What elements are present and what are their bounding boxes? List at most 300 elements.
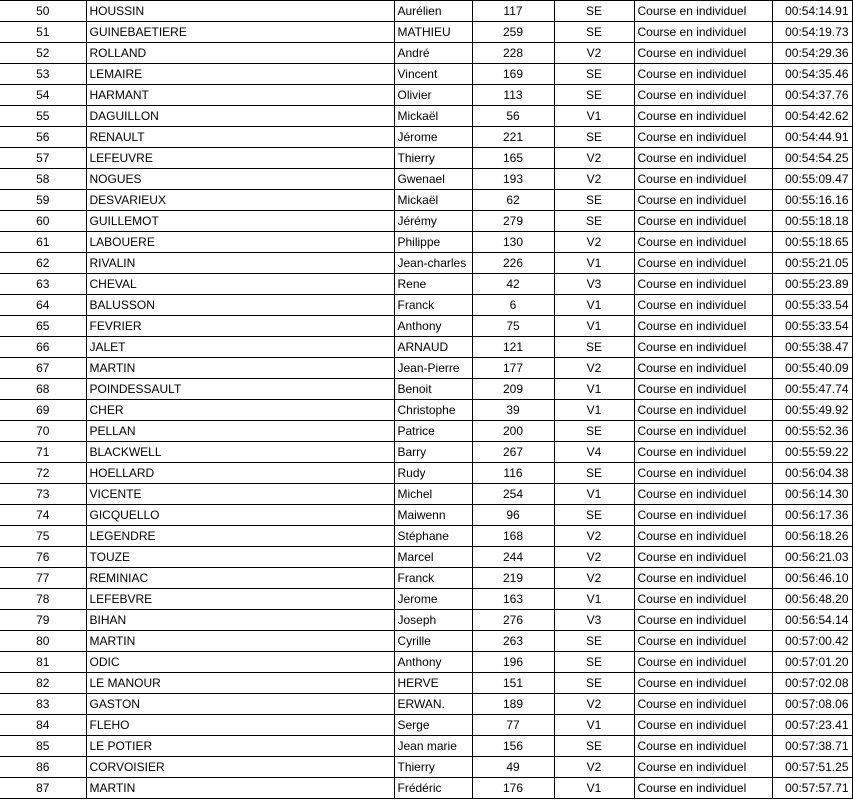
last-name-cell: LABOUERE	[86, 232, 394, 253]
time-cell: 00:56:18.26	[772, 526, 852, 547]
first-name-cell: Jean marie	[394, 736, 472, 757]
course-cell: Course en individuel	[634, 190, 772, 211]
time-cell: 00:57:57.71	[772, 778, 852, 799]
time-cell: 00:55:52.36	[772, 421, 852, 442]
bib-cell: 39	[472, 400, 554, 421]
table-row	[0, 1, 852, 22]
time-cell: 00:54:42.62	[772, 106, 852, 127]
rank-cell: 70	[0, 421, 86, 442]
first-name-cell: Patrice	[394, 421, 472, 442]
table-row	[0, 484, 852, 505]
time-cell: 00:57:01.20	[772, 652, 852, 673]
rank-cell: 61	[0, 232, 86, 253]
rank-cell: 63	[0, 274, 86, 295]
category-cell: V2	[554, 169, 634, 190]
table-row	[0, 85, 852, 106]
last-name-cell: ROLLAND	[86, 43, 394, 64]
course-cell: Course en individuel	[634, 22, 772, 43]
first-name-cell: Barry	[394, 442, 472, 463]
bib-cell: 96	[472, 505, 554, 526]
rank-cell: 84	[0, 715, 86, 736]
last-name-cell: RIVALIN	[86, 253, 394, 274]
category-cell: V1	[554, 379, 634, 400]
category-cell: V1	[554, 778, 634, 799]
rank-cell: 74	[0, 505, 86, 526]
rank-cell: 54	[0, 85, 86, 106]
bib-cell: 279	[472, 211, 554, 232]
rank-cell: 65	[0, 316, 86, 337]
course-cell: Course en individuel	[634, 442, 772, 463]
bib-cell: 62	[472, 190, 554, 211]
last-name-cell: NOGUES	[86, 169, 394, 190]
bib-cell: 226	[472, 253, 554, 274]
course-cell: Course en individuel	[634, 169, 772, 190]
category-cell: SE	[554, 211, 634, 232]
last-name-cell: HARMANT	[86, 85, 394, 106]
category-cell: SE	[554, 421, 634, 442]
bib-cell: 151	[472, 673, 554, 694]
table-row	[0, 463, 852, 484]
bib-cell: 56	[472, 106, 554, 127]
last-name-cell: DESVARIEUX	[86, 190, 394, 211]
last-name-cell: GUINEBAETIERE	[86, 22, 394, 43]
rank-cell: 73	[0, 484, 86, 505]
time-cell: 00:56:21.03	[772, 547, 852, 568]
category-cell: V2	[554, 232, 634, 253]
bib-cell: 130	[472, 232, 554, 253]
last-name-cell: LEFEUVRE	[86, 148, 394, 169]
time-cell: 00:55:16.16	[772, 190, 852, 211]
course-cell: Course en individuel	[634, 316, 772, 337]
last-name-cell: FEVRIER	[86, 316, 394, 337]
rank-cell: 82	[0, 673, 86, 694]
first-name-cell: Gwenael	[394, 169, 472, 190]
time-cell: 00:57:08.06	[772, 694, 852, 715]
time-cell: 00:55:33.54	[772, 316, 852, 337]
course-cell: Course en individuel	[634, 1, 772, 22]
bib-cell: 193	[472, 169, 554, 190]
rank-cell: 55	[0, 106, 86, 127]
category-cell: SE	[554, 631, 634, 652]
time-cell: 00:56:14.30	[772, 484, 852, 505]
course-cell: Course en individuel	[634, 736, 772, 757]
category-cell: V3	[554, 610, 634, 631]
bib-cell: 165	[472, 148, 554, 169]
category-cell: SE	[554, 337, 634, 358]
bib-cell: 116	[472, 463, 554, 484]
first-name-cell: HERVE	[394, 673, 472, 694]
bib-cell: 176	[472, 778, 554, 799]
time-cell: 00:54:54.25	[772, 148, 852, 169]
time-cell: 00:54:37.76	[772, 85, 852, 106]
course-cell: Course en individuel	[634, 295, 772, 316]
table-row	[0, 253, 852, 274]
table-row	[0, 547, 852, 568]
course-cell: Course en individuel	[634, 274, 772, 295]
time-cell: 00:54:44.91	[772, 127, 852, 148]
bib-cell: 113	[472, 85, 554, 106]
first-name-cell: Michel	[394, 484, 472, 505]
rank-cell: 75	[0, 526, 86, 547]
first-name-cell: Anthony	[394, 652, 472, 673]
category-cell: V2	[554, 547, 634, 568]
course-cell: Course en individuel	[634, 778, 772, 799]
rank-cell: 79	[0, 610, 86, 631]
rank-cell: 64	[0, 295, 86, 316]
bib-cell: 228	[472, 43, 554, 64]
time-cell: 00:56:46.10	[772, 568, 852, 589]
first-name-cell: Anthony	[394, 316, 472, 337]
last-name-cell: CHER	[86, 400, 394, 421]
course-cell: Course en individuel	[634, 148, 772, 169]
course-cell: Course en individuel	[634, 589, 772, 610]
table-row	[0, 694, 852, 715]
rank-cell: 81	[0, 652, 86, 673]
first-name-cell: Serge	[394, 715, 472, 736]
table-row	[0, 736, 852, 757]
last-name-cell: TOUZE	[86, 547, 394, 568]
time-cell: 00:54:35.46	[772, 64, 852, 85]
category-cell: V2	[554, 43, 634, 64]
first-name-cell: Frédéric	[394, 778, 472, 799]
table-row	[0, 589, 852, 610]
first-name-cell: Jerome	[394, 589, 472, 610]
first-name-cell: Vincent	[394, 64, 472, 85]
table-row	[0, 127, 852, 148]
last-name-cell: VICENTE	[86, 484, 394, 505]
bib-cell: 267	[472, 442, 554, 463]
category-cell: SE	[554, 652, 634, 673]
first-name-cell: Cyrille	[394, 631, 472, 652]
table-row	[0, 568, 852, 589]
last-name-cell: GICQUELLO	[86, 505, 394, 526]
table-row	[0, 274, 852, 295]
course-cell: Course en individuel	[634, 43, 772, 64]
course-cell: Course en individuel	[634, 547, 772, 568]
course-cell: Course en individuel	[634, 337, 772, 358]
course-cell: Course en individuel	[634, 610, 772, 631]
category-cell: SE	[554, 64, 634, 85]
category-cell: SE	[554, 1, 634, 22]
bib-cell: 254	[472, 484, 554, 505]
last-name-cell: MARTIN	[86, 631, 394, 652]
rank-cell: 85	[0, 736, 86, 757]
time-cell: 00:55:09.47	[772, 169, 852, 190]
rank-cell: 68	[0, 379, 86, 400]
course-cell: Course en individuel	[634, 757, 772, 778]
rank-cell: 80	[0, 631, 86, 652]
results-table-body	[0, 1, 852, 799]
last-name-cell: ODIC	[86, 652, 394, 673]
course-cell: Course en individuel	[634, 526, 772, 547]
first-name-cell: MATHIEU	[394, 22, 472, 43]
rank-cell: 56	[0, 127, 86, 148]
table-row	[0, 106, 852, 127]
first-name-cell: Jérome	[394, 127, 472, 148]
last-name-cell: RENAULT	[86, 127, 394, 148]
category-cell: V1	[554, 715, 634, 736]
table-row	[0, 715, 852, 736]
table-row	[0, 295, 852, 316]
bib-cell: 259	[472, 22, 554, 43]
category-cell: SE	[554, 463, 634, 484]
last-name-cell: HOUSSIN	[86, 1, 394, 22]
table-row	[0, 379, 852, 400]
category-cell: SE	[554, 127, 634, 148]
first-name-cell: Jérémy	[394, 211, 472, 232]
category-cell: V1	[554, 295, 634, 316]
category-cell: V1	[554, 484, 634, 505]
bib-cell: 177	[472, 358, 554, 379]
course-cell: Course en individuel	[634, 85, 772, 106]
bib-cell: 219	[472, 568, 554, 589]
course-cell: Course en individuel	[634, 379, 772, 400]
last-name-cell: LE MANOUR	[86, 673, 394, 694]
course-cell: Course en individuel	[634, 253, 772, 274]
first-name-cell: Stéphane	[394, 526, 472, 547]
bib-cell: 244	[472, 547, 554, 568]
table-row	[0, 757, 852, 778]
first-name-cell: Marcel	[394, 547, 472, 568]
course-cell: Course en individuel	[634, 400, 772, 421]
category-cell: V1	[554, 589, 634, 610]
bib-cell: 42	[472, 274, 554, 295]
category-cell: V2	[554, 694, 634, 715]
bib-cell: 200	[472, 421, 554, 442]
table-row	[0, 652, 852, 673]
bib-cell: 117	[472, 1, 554, 22]
time-cell: 00:55:18.18	[772, 211, 852, 232]
table-row	[0, 778, 852, 799]
table-row	[0, 442, 852, 463]
bib-cell: 209	[472, 379, 554, 400]
first-name-cell: Rene	[394, 274, 472, 295]
rank-cell: 78	[0, 589, 86, 610]
time-cell: 00:54:14.91	[772, 1, 852, 22]
course-cell: Course en individuel	[634, 421, 772, 442]
bib-cell: 77	[472, 715, 554, 736]
last-name-cell: LEMAIRE	[86, 64, 394, 85]
category-cell: SE	[554, 736, 634, 757]
rank-cell: 83	[0, 694, 86, 715]
table-row	[0, 526, 852, 547]
table-row	[0, 211, 852, 232]
category-cell: SE	[554, 673, 634, 694]
bib-cell: 168	[472, 526, 554, 547]
time-cell: 00:57:38.71	[772, 736, 852, 757]
bib-cell: 6	[472, 295, 554, 316]
last-name-cell: BALUSSON	[86, 295, 394, 316]
table-row	[0, 22, 852, 43]
last-name-cell: POINDESSAULT	[86, 379, 394, 400]
time-cell: 00:56:54.14	[772, 610, 852, 631]
first-name-cell: Benoit	[394, 379, 472, 400]
table-row	[0, 43, 852, 64]
last-name-cell: GUILLEMOT	[86, 211, 394, 232]
table-row	[0, 505, 852, 526]
first-name-cell: Rudy	[394, 463, 472, 484]
course-cell: Course en individuel	[634, 484, 772, 505]
category-cell: V2	[554, 358, 634, 379]
bib-cell: 156	[472, 736, 554, 757]
rank-cell: 87	[0, 778, 86, 799]
rank-cell: 57	[0, 148, 86, 169]
rank-cell: 53	[0, 64, 86, 85]
rank-cell: 62	[0, 253, 86, 274]
course-cell: Course en individuel	[634, 64, 772, 85]
course-cell: Course en individuel	[634, 673, 772, 694]
table-row	[0, 169, 852, 190]
bib-cell: 276	[472, 610, 554, 631]
table-row	[0, 190, 852, 211]
category-cell: V2	[554, 526, 634, 547]
time-cell: 00:55:21.05	[772, 253, 852, 274]
bib-cell: 169	[472, 64, 554, 85]
table-row	[0, 64, 852, 85]
category-cell: V1	[554, 106, 634, 127]
first-name-cell: Joseph	[394, 610, 472, 631]
time-cell: 00:55:59.22	[772, 442, 852, 463]
table-row	[0, 673, 852, 694]
first-name-cell: Thierry	[394, 757, 472, 778]
last-name-cell: GASTON	[86, 694, 394, 715]
rank-cell: 59	[0, 190, 86, 211]
first-name-cell: Franck	[394, 295, 472, 316]
category-cell: V3	[554, 274, 634, 295]
category-cell: SE	[554, 505, 634, 526]
rank-cell: 69	[0, 400, 86, 421]
table-row	[0, 400, 852, 421]
rank-cell: 71	[0, 442, 86, 463]
course-cell: Course en individuel	[634, 127, 772, 148]
table-row	[0, 337, 852, 358]
table-row	[0, 316, 852, 337]
rank-cell: 67	[0, 358, 86, 379]
rank-cell: 60	[0, 211, 86, 232]
last-name-cell: DAGUILLON	[86, 106, 394, 127]
bib-cell: 221	[472, 127, 554, 148]
first-name-cell: Olivier	[394, 85, 472, 106]
first-name-cell: Maiwenn	[394, 505, 472, 526]
last-name-cell: BLACKWELL	[86, 442, 394, 463]
last-name-cell: JALET	[86, 337, 394, 358]
first-name-cell: ERWAN.	[394, 694, 472, 715]
course-cell: Course en individuel	[634, 232, 772, 253]
last-name-cell: CHEVAL	[86, 274, 394, 295]
category-cell: V1	[554, 316, 634, 337]
first-name-cell: Mickaël	[394, 106, 472, 127]
first-name-cell: Christophe	[394, 400, 472, 421]
category-cell: V1	[554, 253, 634, 274]
last-name-cell: BIHAN	[86, 610, 394, 631]
first-name-cell: Philippe	[394, 232, 472, 253]
first-name-cell: André	[394, 43, 472, 64]
table-row	[0, 232, 852, 253]
last-name-cell: FLEHO	[86, 715, 394, 736]
course-cell: Course en individuel	[634, 652, 772, 673]
category-cell: SE	[554, 190, 634, 211]
course-cell: Course en individuel	[634, 715, 772, 736]
rank-cell: 66	[0, 337, 86, 358]
last-name-cell: LE POTIER	[86, 736, 394, 757]
time-cell: 00:55:47.74	[772, 379, 852, 400]
course-cell: Course en individuel	[634, 694, 772, 715]
rank-cell: 77	[0, 568, 86, 589]
course-cell: Course en individuel	[634, 106, 772, 127]
rank-cell: 51	[0, 22, 86, 43]
bib-cell: 121	[472, 337, 554, 358]
time-cell: 00:56:48.20	[772, 589, 852, 610]
last-name-cell: MARTIN	[86, 778, 394, 799]
course-cell: Course en individuel	[634, 358, 772, 379]
category-cell: SE	[554, 22, 634, 43]
time-cell: 00:57:02.08	[772, 673, 852, 694]
course-cell: Course en individuel	[634, 211, 772, 232]
time-cell: 00:57:51.25	[772, 757, 852, 778]
last-name-cell: CORVOISIER	[86, 757, 394, 778]
bib-cell: 196	[472, 652, 554, 673]
first-name-cell: ARNAUD	[394, 337, 472, 358]
bib-cell: 263	[472, 631, 554, 652]
category-cell: SE	[554, 85, 634, 106]
time-cell: 00:54:29.36	[772, 43, 852, 64]
last-name-cell: MARTIN	[86, 358, 394, 379]
category-cell: V1	[554, 400, 634, 421]
first-name-cell: Jean-Pierre	[394, 358, 472, 379]
rank-cell: 50	[0, 1, 86, 22]
table-row	[0, 148, 852, 169]
last-name-cell: REMINIAC	[86, 568, 394, 589]
time-cell: 00:57:00.42	[772, 631, 852, 652]
table-row	[0, 610, 852, 631]
rank-cell: 58	[0, 169, 86, 190]
first-name-cell: Jean-charles	[394, 253, 472, 274]
first-name-cell: Aurélien	[394, 1, 472, 22]
category-cell: V2	[554, 568, 634, 589]
last-name-cell: LEGENDRE	[86, 526, 394, 547]
table-row	[0, 358, 852, 379]
bib-cell: 189	[472, 694, 554, 715]
last-name-cell: HOELLARD	[86, 463, 394, 484]
time-cell: 00:55:49.92	[772, 400, 852, 421]
table-row	[0, 421, 852, 442]
table-row	[0, 631, 852, 652]
first-name-cell: Franck	[394, 568, 472, 589]
course-cell: Course en individuel	[634, 568, 772, 589]
course-cell: Course en individuel	[634, 505, 772, 526]
time-cell: 00:56:04.38	[772, 463, 852, 484]
time-cell: 00:55:40.09	[772, 358, 852, 379]
category-cell: V2	[554, 148, 634, 169]
bib-cell: 49	[472, 757, 554, 778]
category-cell: V4	[554, 442, 634, 463]
last-name-cell: LEFEBVRE	[86, 589, 394, 610]
time-cell: 00:55:23.89	[772, 274, 852, 295]
rank-cell: 86	[0, 757, 86, 778]
course-cell: Course en individuel	[634, 463, 772, 484]
time-cell: 00:56:17.36	[772, 505, 852, 526]
course-cell: Course en individuel	[634, 631, 772, 652]
last-name-cell: PELLAN	[86, 421, 394, 442]
bib-cell: 163	[472, 589, 554, 610]
time-cell: 00:54:19.73	[772, 22, 852, 43]
rank-cell: 72	[0, 463, 86, 484]
first-name-cell: Mickaël	[394, 190, 472, 211]
time-cell: 00:55:33.54	[772, 295, 852, 316]
rank-cell: 76	[0, 547, 86, 568]
bib-cell: 75	[472, 316, 554, 337]
time-cell: 00:55:18.65	[772, 232, 852, 253]
